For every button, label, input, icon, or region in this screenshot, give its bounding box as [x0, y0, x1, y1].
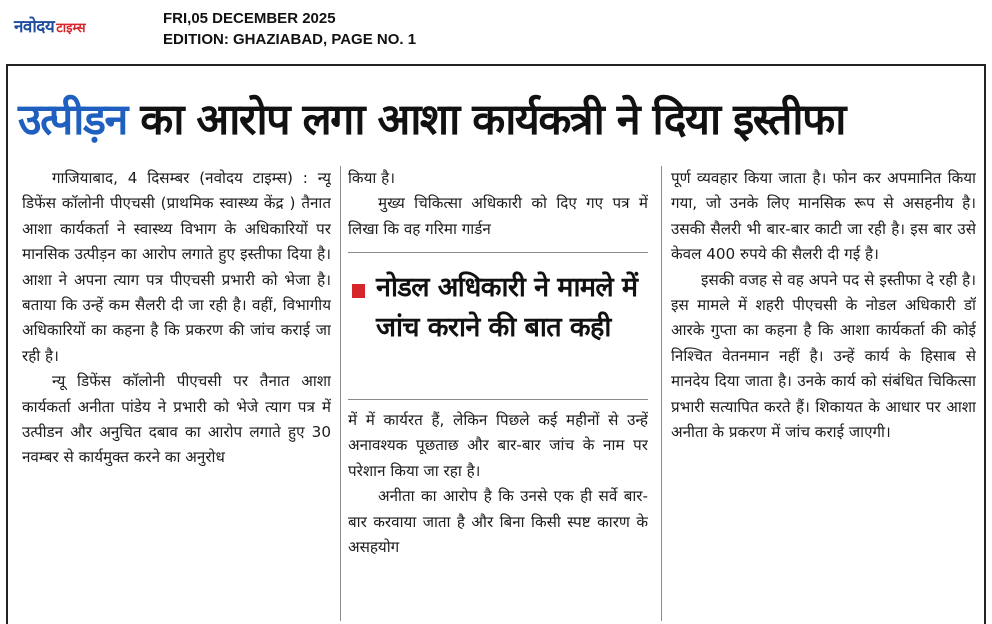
column-divider	[661, 166, 662, 621]
paragraph: न्यू डिफेंस कॉलोनी पीएचसी पर तैनात आशा कार्यकर्ता अनीता पांडेय ने प्रभारी को भेजे त्याग पत्र में उत्पीडन और अनुचित दबाव का आरोप लगाते हुए 30 नवम्बर से कार्यमुक्त करने का अनुरोध	[22, 372, 331, 467]
article-headline	[18, 88, 978, 152]
paragraph: मुख्य चिकित्सा अधिकारी को दिए गए पत्र में लिखा कि वह गरिमा गार्डन	[348, 194, 648, 238]
subhead-rule-bottom	[348, 399, 648, 400]
column-divider	[340, 166, 341, 621]
paragraph: किया है।	[348, 169, 395, 187]
edition-line: EDITION: GHAZIABAD, PAGE NO. 1	[163, 31, 417, 48]
article-column-1	[22, 166, 331, 621]
headline-highlight: उत्पीड़न	[18, 95, 127, 145]
paragraph: इसकी वजह से वह अपने पद से इस्तीफा दे रही है। इस मामले में शहरी पीएचसी के नोडल अधिकारी डॉ आरके गुप्ता का कहना है कि आशा कार्यकर्ता की कोई निश्चित वेतनमान नहीं है। उन्हें कार्य के हिसाब से मानदेय दिया जाता है। उनके कार्य को संबंधित चिकित्सा प्रभारी सत्यापित करते हैं। शिकायत के आधार पर आशा अनीता के प्रकरण में जांच कराई जाएगी।	[671, 270, 976, 442]
paragraph: में में कार्यरत हैं, लेकिन पिछले कई महीनों से उन्हें अनावश्यक पूछताछ और बार-बार जांच के नाम पर परेशान किया जा रहा है।	[348, 411, 648, 480]
article-column-2-top	[348, 166, 648, 240]
headline-rest: का आरोप लगा आशा कार्यकत्री ने दिया इस्तीफा	[126, 95, 845, 145]
red-square-bullet-icon	[352, 284, 365, 298]
subheading-box	[348, 262, 648, 394]
newspaper-logo[interactable]	[14, 14, 86, 37]
article-column-3	[671, 166, 976, 621]
logo-sub-text: टाइम्स	[56, 21, 86, 36]
masthead-bar	[0, 0, 992, 56]
article-column-2-bottom	[348, 408, 648, 621]
paragraph: पूर्ण व्यवहार किया जाता है। फोन कर अपमानित किया गया, जो उनके लिए मानसिक रूप से असहनीय है। उसकी सैलरी भी बार-बार काटी जा रही है। इस बार उसे केवल 400 रुपये की सैलरी दी गई है।	[671, 169, 976, 264]
paragraph: गाजियाबाद, 4 दिसम्बर (नवोदय टाइम्स) : न्यू डिफेंस कॉलोनी पीएचसी (प्राथमिक स्वास्थ्य केंद्र ) तैनात आशा कार्यकर्ता ने स्वास्थ्य विभाग के अधिकारियों पर मानसिक उत्पीड़न का आरोप लगाते हुए इस्तीफा दिया है। आशा ने अपना त्याग पत्र पीएचसी प्रभारी को भेजा है। बताया कि उन्हें कम सैलरी दी जा रही है। वहीं, विभागीय अधिकारियों का कहना है कि प्रकरण की जांच कराई जा रही है।	[22, 169, 331, 365]
subhead-rule-top	[348, 252, 648, 253]
subheading: नोडल अधिकारी ने मामले में जांच कराने की बात कही	[376, 272, 638, 343]
edition-info	[163, 8, 416, 50]
date-line: FRI,05 DECEMBER 2025	[163, 10, 336, 27]
logo-main-text: नवोदय	[14, 17, 55, 37]
paragraph: अनीता का आरोप है कि उनसे एक ही सर्वे बार-बार करवाया जाता है और बिना किसी स्पष्ट कारण के असहयोग	[348, 487, 648, 557]
